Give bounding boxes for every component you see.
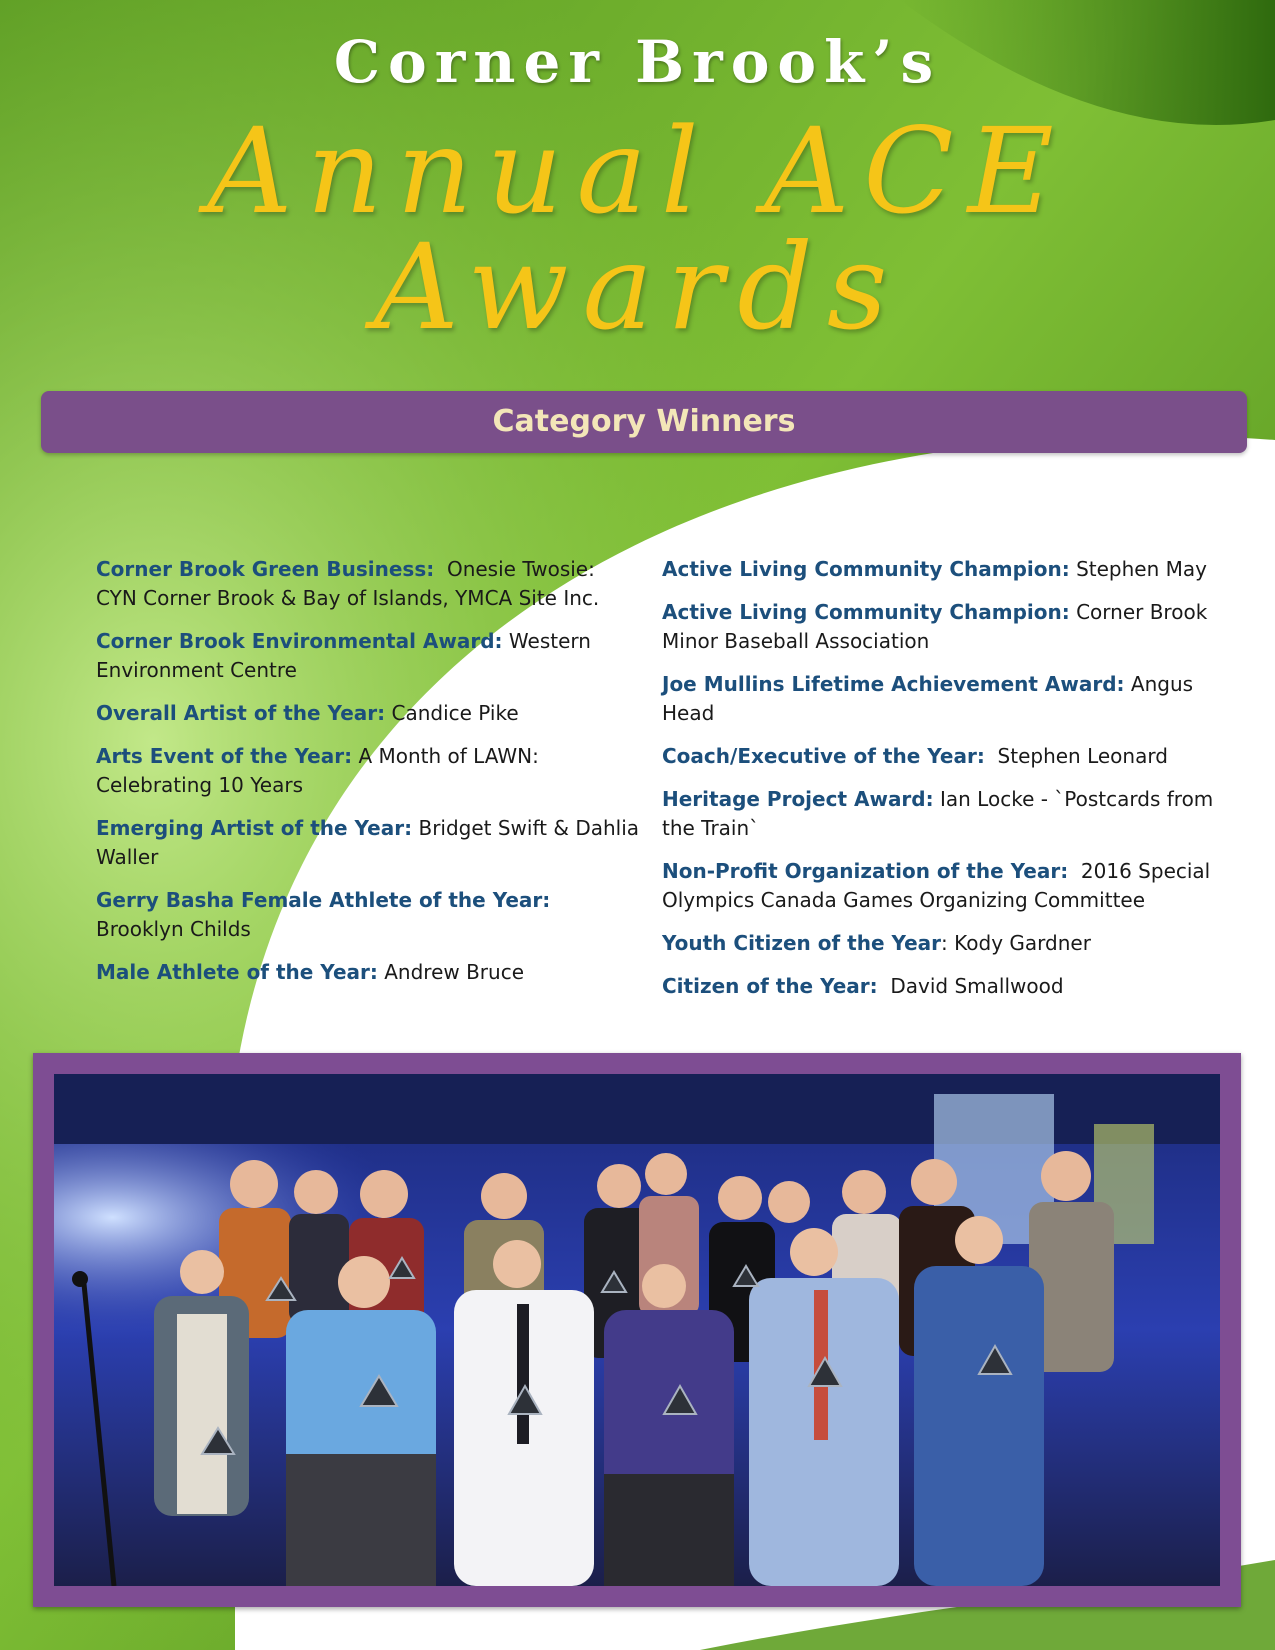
- winner-entry: [96, 742, 641, 800]
- award-winner: Bridget Swift & Dahlia Waller: [96, 816, 640, 869]
- award-winner: Corner Brook Minor Baseball Association: [662, 600, 1208, 653]
- award-winner: Ian Locke - `Postcards from the Train`: [662, 787, 1214, 840]
- winner-entry: [96, 555, 641, 613]
- award-category: Coach/Executive of the Year:: [662, 744, 985, 768]
- award-category: Citizen of the Year:: [662, 974, 878, 998]
- award-winner: : Kody Gardner: [941, 931, 1091, 955]
- banner-label: Category Winners: [492, 404, 796, 439]
- award-category: Corner Brook Green Business:: [96, 557, 435, 581]
- award-winner: Onesie Twosie: CYN Corner Brook & Bay of Islands, YMCA Site Inc.: [96, 557, 600, 610]
- award-category: Active Living Community Champion:: [662, 600, 1070, 624]
- category-winners-banner: [41, 391, 1247, 453]
- award-category: Gerry Basha Female Athlete of the Year:: [96, 888, 551, 912]
- award-category: Non-Profit Organization of the Year:: [662, 859, 1069, 883]
- winners-column-left: [96, 555, 641, 1001]
- award-category: Active Living Community Champion:: [662, 557, 1070, 581]
- award-category: Corner Brook Environmental Award:: [96, 629, 503, 653]
- winner-entry: [96, 627, 641, 685]
- award-winner: Stephen May: [1076, 557, 1207, 581]
- awards-title-line-1: Annual ACE: [207, 102, 1068, 240]
- award-winner: Angus Head: [662, 672, 1194, 725]
- award-category: Emerging Artist of the Year:: [96, 816, 413, 840]
- award-winner: Brooklyn Childs: [96, 917, 251, 941]
- award-winner: A Month of LAWN: Celebrating 10 Years: [96, 744, 539, 797]
- award-winner: Andrew Bruce: [384, 960, 525, 984]
- winner-entry: [662, 785, 1222, 843]
- award-category: Youth Citizen of the Year: [662, 931, 942, 955]
- group-photo-illustration: [54, 1074, 1220, 1586]
- awards-title-line-2: Awards: [373, 218, 902, 356]
- award-winner: 2016 Special Olympics Canada Games Organizing Committee: [662, 859, 1211, 912]
- winner-entry: [96, 886, 641, 944]
- group-photo: [54, 1074, 1220, 1586]
- award-category: Heritage Project Award:: [662, 787, 934, 811]
- winner-entry: [662, 929, 1222, 958]
- winner-entry: [662, 742, 1222, 771]
- winner-entry: [662, 972, 1222, 1001]
- winner-entry: [662, 857, 1222, 915]
- photo-frame: [33, 1053, 1241, 1607]
- award-category: Male Athlete of the Year:: [96, 960, 378, 984]
- award-winner: Western Environment Centre: [96, 629, 591, 682]
- award-winner: David Smallwood: [890, 974, 1064, 998]
- winner-entry: [96, 699, 641, 728]
- winner-entry: [96, 958, 641, 987]
- award-winner: Candice Pike: [391, 701, 519, 725]
- city-title: Corner Brook’s: [333, 28, 942, 96]
- winner-entry: [662, 598, 1222, 656]
- award-category: Overall Artist of the Year:: [96, 701, 386, 725]
- award-category: Arts Event of the Year:: [96, 744, 353, 768]
- winner-entry: [662, 555, 1222, 584]
- winner-entry: [96, 814, 641, 872]
- winners-column-right: [662, 555, 1222, 1015]
- award-winner: Stephen Leonard: [997, 744, 1168, 768]
- winner-entry: [662, 670, 1222, 728]
- award-category: Joe Mullins Lifetime Achievement Award:: [662, 672, 1125, 696]
